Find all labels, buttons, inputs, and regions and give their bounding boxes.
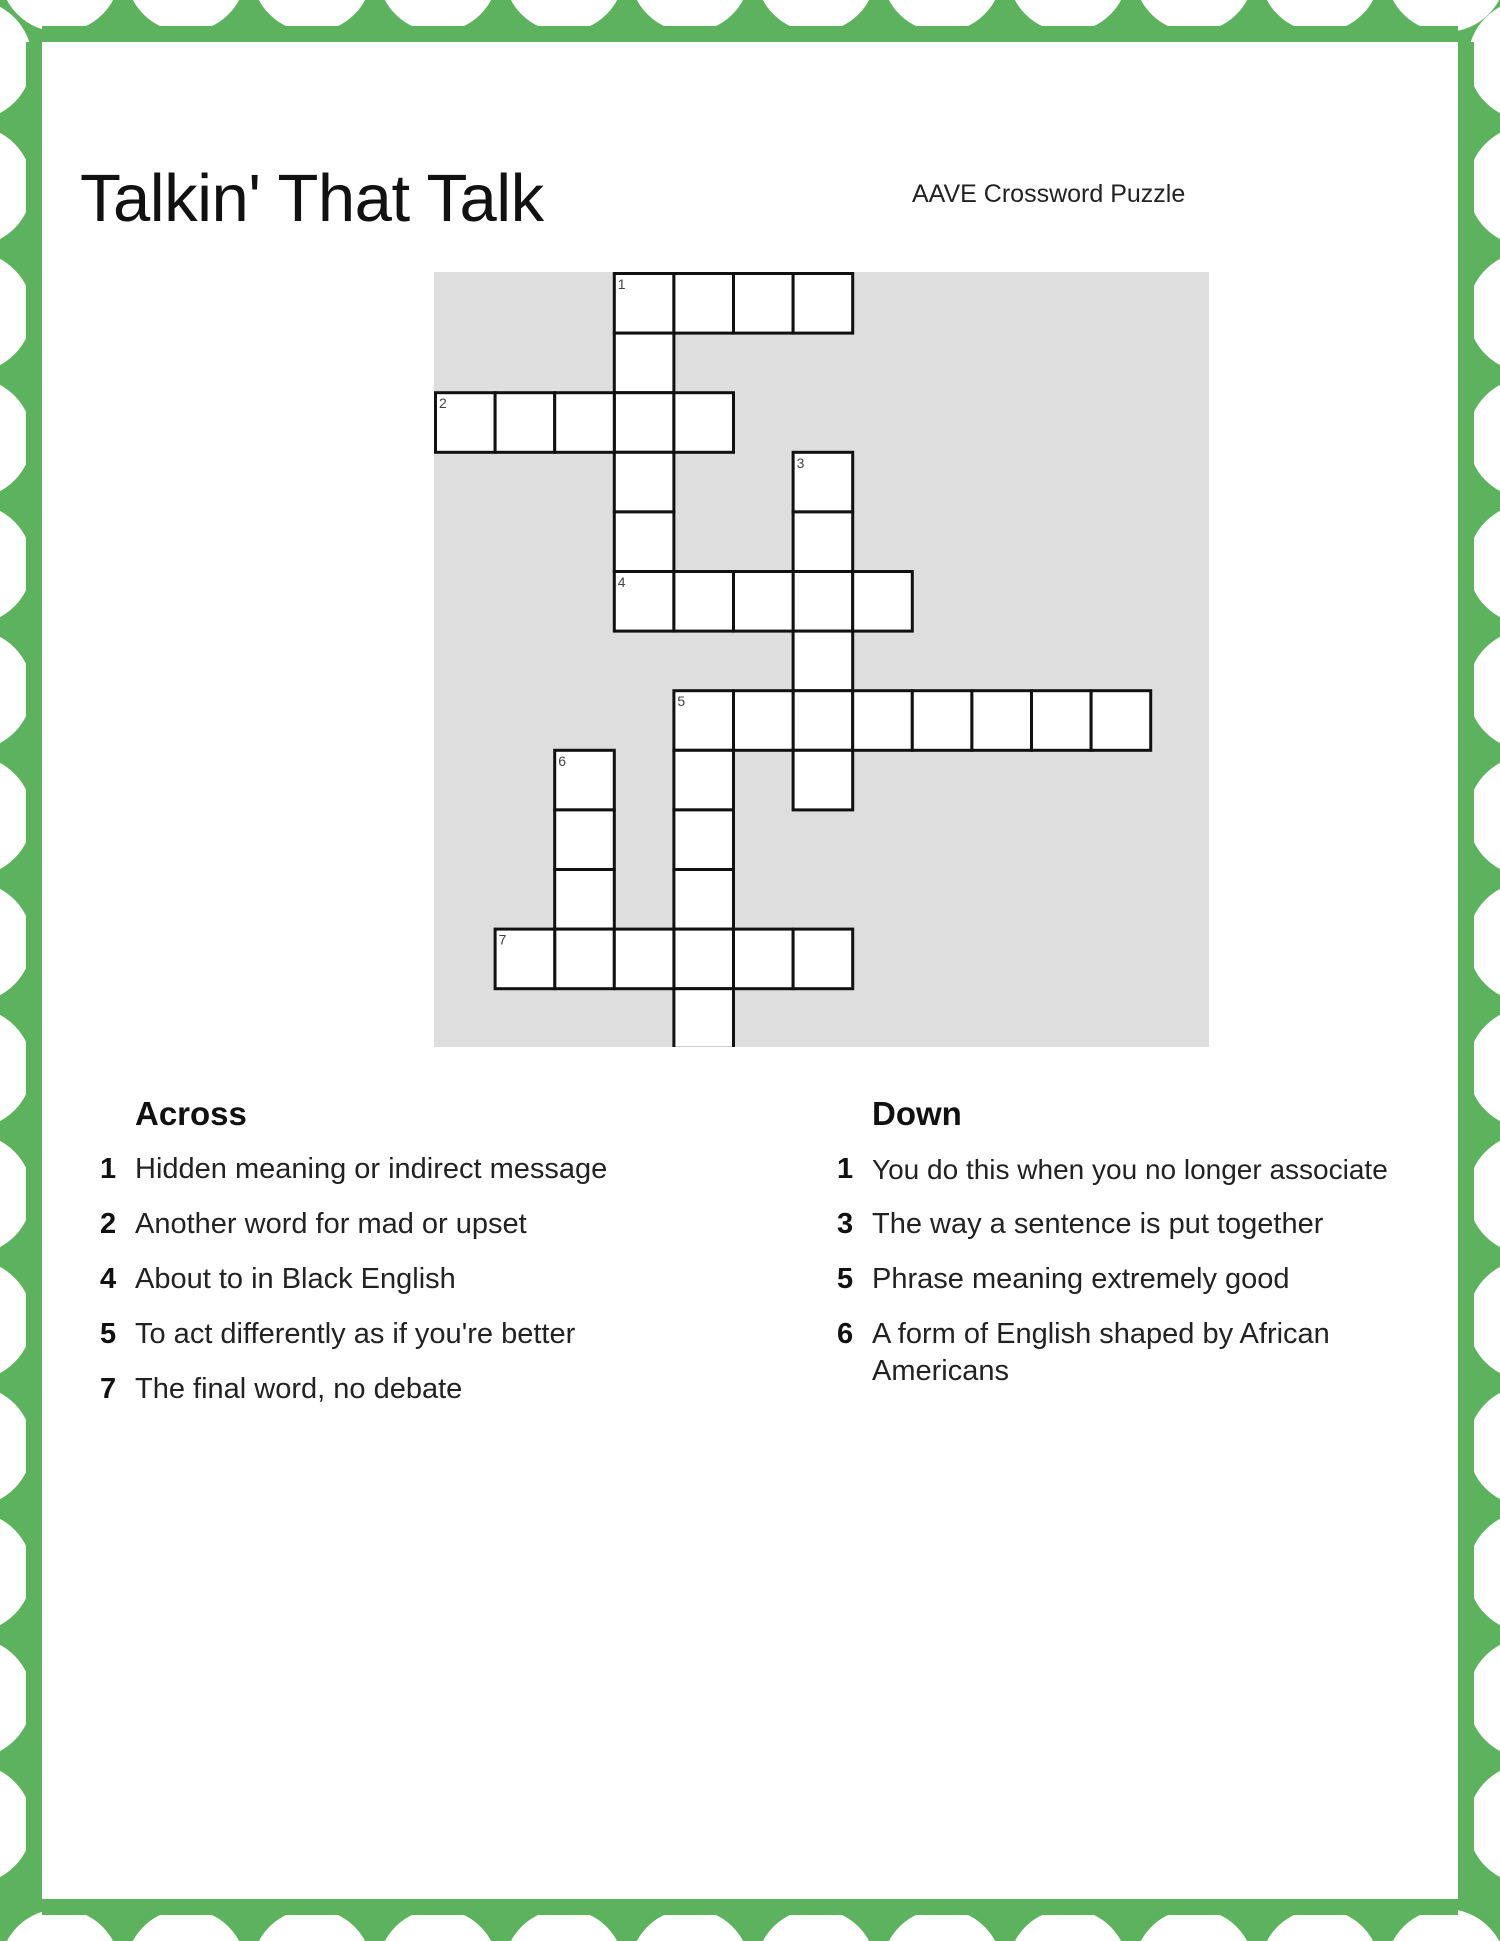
grid-cell[interactable] — [614, 393, 674, 453]
grid-cell[interactable] — [674, 572, 734, 632]
clue-across-item — [100, 1316, 740, 1353]
clue-across-item — [100, 1151, 740, 1188]
grid-cell[interactable] — [555, 929, 615, 989]
clue-across-item — [100, 1371, 740, 1408]
clue-text: Phrase meaning extremely good — [872, 1263, 1290, 1295]
grid-cell[interactable] — [793, 929, 853, 989]
crossword-grid — [434, 272, 1209, 1047]
clue-down-item — [837, 1261, 1457, 1298]
clue-across-item — [100, 1261, 740, 1298]
down-clues — [837, 1095, 1457, 1408]
clue-across-item — [100, 1206, 740, 1243]
grid-cell[interactable] — [674, 929, 734, 989]
clue-text: The way a sentence is put together — [872, 1208, 1324, 1240]
clue-text: You do this when you no longer associate — [872, 1154, 1388, 1185]
cell-number: 7 — [498, 931, 507, 948]
clue-down-item — [837, 1151, 1457, 1188]
grid-cell[interactable] — [614, 452, 674, 512]
grid-cell[interactable] — [912, 691, 972, 751]
page-title: Talkin' That Talk — [80, 161, 544, 236]
grid-cell[interactable] — [793, 750, 853, 810]
clue-text: About to in Black English — [135, 1263, 456, 1295]
clue-text: To act differently as if you're better — [135, 1318, 576, 1350]
grid-cell[interactable] — [1091, 691, 1151, 751]
grid-cell[interactable] — [853, 691, 913, 751]
clue-number: 5 — [837, 1263, 854, 1295]
grid-cell[interactable] — [734, 274, 794, 334]
grid-cell[interactable] — [1032, 691, 1092, 751]
cell-number: 4 — [617, 574, 626, 590]
clue-number: 2 — [100, 1208, 117, 1240]
clue-number: 1 — [100, 1153, 117, 1185]
clue-number: 4 — [100, 1263, 117, 1295]
cell-number: 3 — [796, 454, 805, 471]
clue-number: 3 — [837, 1208, 854, 1240]
grid-cell[interactable] — [793, 631, 853, 691]
clue-down-item — [837, 1206, 1457, 1243]
cell-number: 6 — [558, 752, 566, 769]
clue-number: 6 — [837, 1318, 854, 1350]
clue-number: 5 — [100, 1318, 117, 1350]
grid-cell[interactable] — [734, 929, 794, 989]
grid-cell[interactable] — [555, 870, 615, 930]
grid-cell[interactable] — [793, 691, 853, 751]
grid-cell[interactable] — [793, 572, 853, 632]
grid-cell[interactable] — [495, 393, 555, 453]
grid-cell[interactable] — [674, 870, 734, 930]
grid-cell[interactable] — [734, 691, 794, 751]
page-subtitle: AAVE Crossword Puzzle — [912, 180, 1186, 208]
grid-cell[interactable] — [674, 989, 734, 1047]
down-heading: Down — [872, 1095, 962, 1132]
cell-number: 5 — [677, 693, 686, 710]
grid-cell[interactable] — [614, 512, 674, 572]
grid-cell[interactable] — [793, 512, 853, 572]
grid-cell[interactable] — [674, 750, 734, 810]
clue-text: Another word for mad or upset — [135, 1208, 527, 1240]
clue-text: Hidden meaning or indirect message — [135, 1153, 608, 1185]
cell-number: 2 — [439, 395, 447, 412]
clue-down-item — [837, 1316, 1397, 1390]
grid-cell[interactable] — [734, 572, 794, 632]
grid-cell[interactable] — [972, 691, 1032, 751]
grid-cell[interactable] — [793, 274, 853, 334]
grid-cell[interactable] — [674, 393, 734, 453]
grid-cell[interactable] — [853, 572, 913, 632]
grid-cell[interactable] — [555, 810, 615, 870]
grid-cell[interactable] — [674, 274, 734, 334]
grid-cell[interactable] — [674, 810, 734, 870]
grid-cell[interactable] — [614, 333, 674, 393]
clue-text: The final word, no debate — [135, 1373, 463, 1405]
clue-number: 1 — [837, 1153, 854, 1185]
across-heading: Across — [135, 1095, 247, 1132]
grid-cell[interactable] — [614, 929, 674, 989]
cell-number: 1 — [617, 276, 626, 292]
clue-number: 7 — [100, 1373, 117, 1405]
across-clues — [100, 1095, 740, 1426]
grid-cell[interactable] — [555, 393, 615, 453]
clue-text: A form of English shaped by African Americans — [872, 1318, 1330, 1387]
